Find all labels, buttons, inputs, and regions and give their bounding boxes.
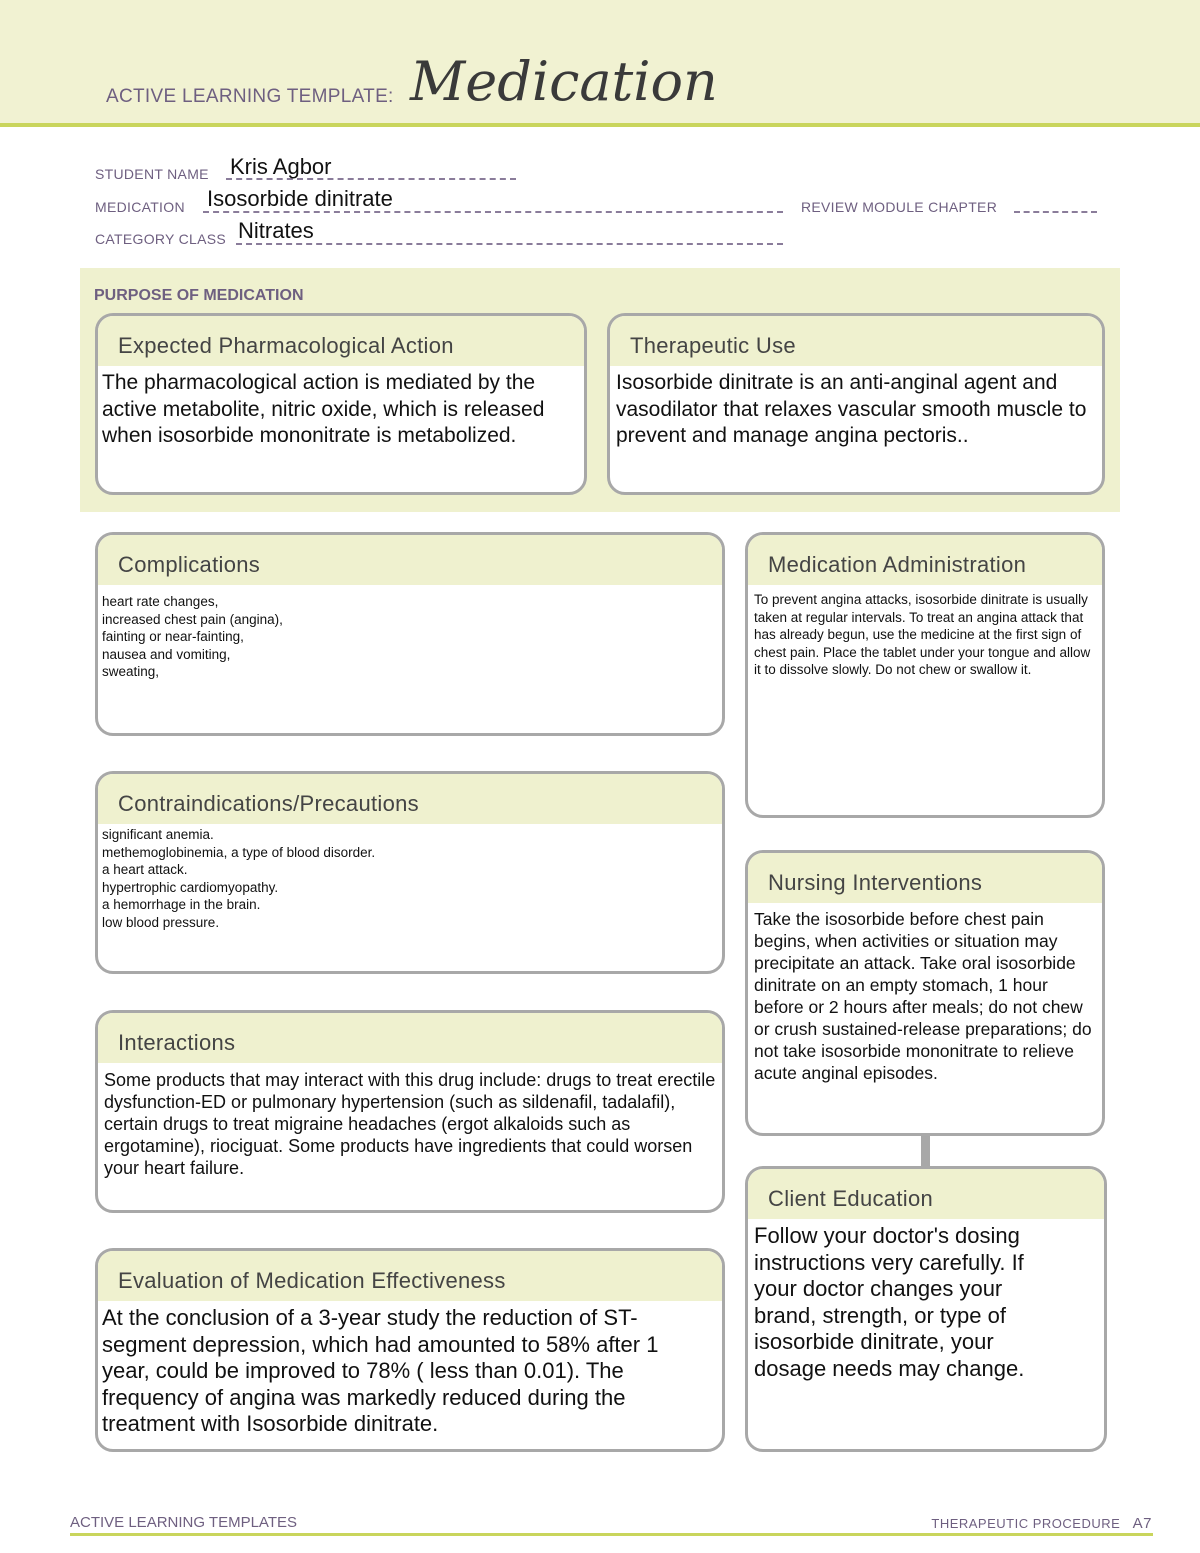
evaluation-text: At the conclusion of a 3-year study the reduction of ST-segment depression, which had amounted to 58% after 1 year, could be improved to 78% ( less than 0.01). The frequency of angina was markedly reduced during the treatment with Isosorbide dinitrate. [102,1305,659,1436]
contraindications-title: Contraindications/Precautions [98,774,722,824]
complications-title: Complications [98,535,722,585]
contraindications-box [95,771,725,974]
page-number: A7 [1132,1515,1152,1532]
expected-action-text: The pharmacological action is mediated by the active metabolite, nitric oxide, which is released when isosorbide mononitrate is metabolized. [102,371,545,447]
complication-item: heart rate changes, [102,594,219,609]
interactions-text: Some products that may interact with this drug include: drugs to treat erectile dysfunction-ED or pulmonary hypertension (such as sildenafil, tadalafil), certain drugs to treat migraine headaches (ergot alkaloids such as ergotamine), riociguat. Some products have ingredients that could worsen your heart failure. [104,1070,716,1178]
medication-field[interactable]: Isosorbide dinitrate [207,186,393,211]
medication-administration-box [745,532,1105,818]
interactions-box [95,1010,725,1213]
complication-item: nausea and vomiting, [102,646,231,662]
contraindication-item: significant anemia. [102,827,214,842]
evaluation-box [95,1248,725,1452]
interactions-title: Interactions [98,1013,722,1063]
student-name-field[interactable]: Kris Agbor [230,154,332,179]
therapeutic-use-box [607,313,1105,495]
evaluation-title: Evaluation of Medication Effectiveness [98,1251,722,1301]
purpose-label: PURPOSE OF MEDICATION [94,287,304,304]
nursing-interventions-box [745,850,1105,1136]
contraindication-item: methemoglobinemia, a type of blood disorder. [102,844,376,860]
medication-administration-text: To prevent angina attacks, isosorbide dinitrate is usually taken at regular intervals. To treat an angina attack that has already begun, use the medicine at the first sign of chest pain. Place the tablet under your tongue and allow it to dissolve slowly. Do not chew or swallow it. [754,592,1091,677]
contraindication-item: hypertrophic cardiomyopathy. [102,879,279,895]
client-education-box [745,1166,1107,1452]
footer-category: THERAPEUTIC PROCEDURE [931,1516,1121,1531]
medication-label: MEDICATION [95,199,185,215]
category-class-line [236,243,783,245]
medication-administration-title: Medication Administration [748,535,1102,585]
footer-rule [70,1533,1153,1536]
complication-item: increased chest pain (angina), [102,611,283,627]
template-title: Medication [410,50,718,113]
nursing-interventions-text: Take the isosorbide before chest pain begins, when activities or situation may precipitate an attack. Take oral isosorbide dinitrate on an empty stomach, 1 hour before or 2 hours after meals; do not chew or crush sustained-release preparations; do not take isosorbide mononitrate to relieve acute anginal episodes. [754,909,1092,1083]
therapeutic-use-text: Isosorbide dinitrate is an anti-anginal agent and vasodilator that relaxes vascular smooth muscle to prevent and manage angina pectoris.. [616,371,1087,447]
footer-right [931,1515,1152,1532]
contraindication-item: a heart attack. [102,862,188,877]
category-class-field[interactable]: Nitrates [238,218,314,243]
complication-item: fainting or near-fainting, [102,629,244,644]
client-education-title: Client Education [748,1169,1104,1219]
contraindication-item: a hemorrhage in the brain. [102,897,261,912]
connector [921,1135,930,1167]
complication-item: sweating, [102,664,160,679]
student-name-label: STUDENT NAME [95,166,209,182]
template-label: ACTIVE LEARNING TEMPLATE: [106,86,394,107]
client-education-text: Follow your doctor's dosing instructions very carefully. If your doctor changes your brand, strength, or type of isosorbide dinitrate, your dosage needs may change. [754,1223,1025,1381]
therapeutic-use-title: Therapeutic Use [610,316,1102,366]
footer-left: ACTIVE LEARNING TEMPLATES [70,1514,297,1531]
nursing-interventions-title: Nursing Interventions [748,853,1102,903]
category-class-label: CATEGORY CLASS [95,231,227,247]
complications-box [95,532,725,736]
review-module-label: REVIEW MODULE CHAPTER [801,199,998,215]
expected-action-box [95,313,587,495]
expected-action-title: Expected Pharmacological Action [98,316,584,366]
review-module-field[interactable] [1014,211,1097,213]
contraindication-item: low blood pressure. [102,914,220,930]
